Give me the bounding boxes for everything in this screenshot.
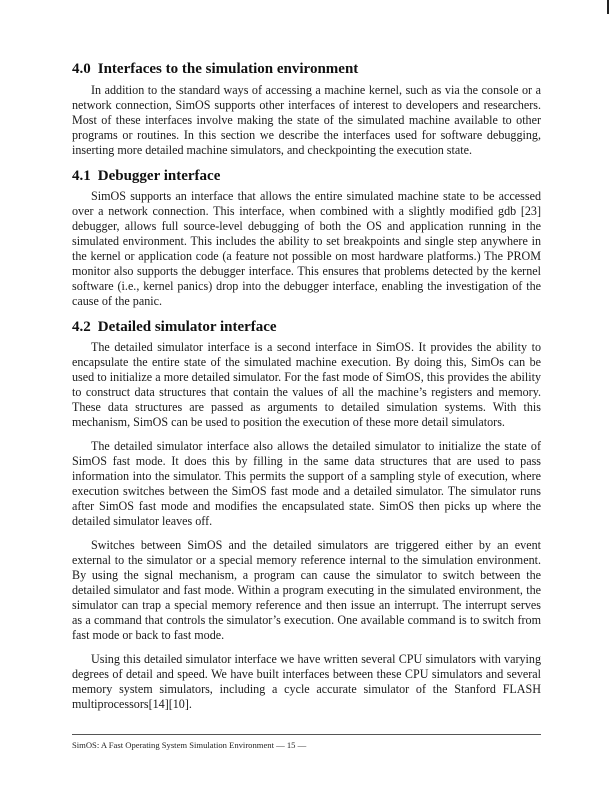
paragraph: The detailed simulator interface also allows the detailed simulator to initialize the state of SimOS fast mode. It does this by filling in the same data structures that are used to pass information into the simulator. This permits the support of a sampling style of execution, where execution switches between the SimOS fast mode and a detailed simulator. The simulator runs after SimOS fast mode and modifies the encapsulated state. SimOS then picks up where the detailed simulator leaves off. xyxy=(72,439,541,528)
section-number: 4.0 xyxy=(72,61,91,77)
page-body xyxy=(72,60,541,721)
footer-line xyxy=(72,740,541,750)
section-title: Debugger interface xyxy=(97,168,221,184)
section-heading-4-0 xyxy=(72,60,541,78)
footer-rule xyxy=(72,734,541,735)
scan-corner-mark xyxy=(607,0,609,14)
paragraph: Switches between SimOS and the detailed simulators are triggered either by an event external to the simulator or a special memory reference internal to the simulation environment. By using the signal mechanism, a program can cause the simulator to switch between the detailed simulator and fast mode. Within a program executing in the simulated environment, the simulator can trap a special memory reference and then issue an interrupt. The interrupt serves as a command that controls the simulator’s execution. One available command is to switch from fast mode or back to fast mode. xyxy=(72,538,541,642)
section-title: Detailed simulator interface xyxy=(97,319,277,335)
section-title: Interfaces to the simulation environment xyxy=(97,61,359,77)
paragraph: SimOS supports an interface that allows the entire simulated machine state to be accessed over a network connection. This interface, when combined with a slightly modified gdb [23] debugger, allows full source-level debugging of both the OS and application running in the simulated environment. This includes the ability to set breakpoints and single step anywhere in the kernel or application code (a feature not possible on most hardware platforms.) The PROM monitor also supports the debugger interface. This ensures that problems detected by the kernel software (i.e., kernel panics) drop into the debugger interface, enabling the investigation of the cause of the panic. xyxy=(72,189,541,308)
section-number: 4.1 xyxy=(72,168,91,184)
paragraph: The detailed simulator interface is a second interface in SimOS. It provides the ability to encapsulate the entire state of the simulated machine execution. By doing this, SimOs can be used to initialize a more detailed simulator. For the fast mode of SimOS, this provides the ability to construct data structures that contain the values of all the machine’s registers and memory. These data structures are passed as arguments to detailed simulation systems. With this mechanism, SimOS can be used to position the execution of these more detail simulators. xyxy=(72,340,541,429)
page-number: — 15 — xyxy=(276,740,307,750)
footer-title: SimOS: A Fast Operating System Simulation Environment xyxy=(72,740,274,750)
section-heading-4-2 xyxy=(72,318,541,336)
section-number: 4.2 xyxy=(72,319,91,335)
page-footer xyxy=(72,734,541,750)
section-heading-4-1 xyxy=(72,167,541,185)
paragraph: In addition to the standard ways of accessing a machine kernel, such as via the console or a network connection, SimOS supports other interfaces of interest to developers and researchers. Most of these interfaces involve making the state of the simulated machine available to other programs or routines. In this section we describe the interfaces used for software debugging, inserting more detailed machine simulators, and checkpointing the execution state. xyxy=(72,83,541,157)
paragraph: Using this detailed simulator interface we have written several CPU simulators with varying degrees of detail and speed. We have built interfaces between these CPU simulators and several memory system simulators, including a cycle accurate simulator of the Stanford FLASH multiprocessors[14][10]. xyxy=(72,652,541,711)
